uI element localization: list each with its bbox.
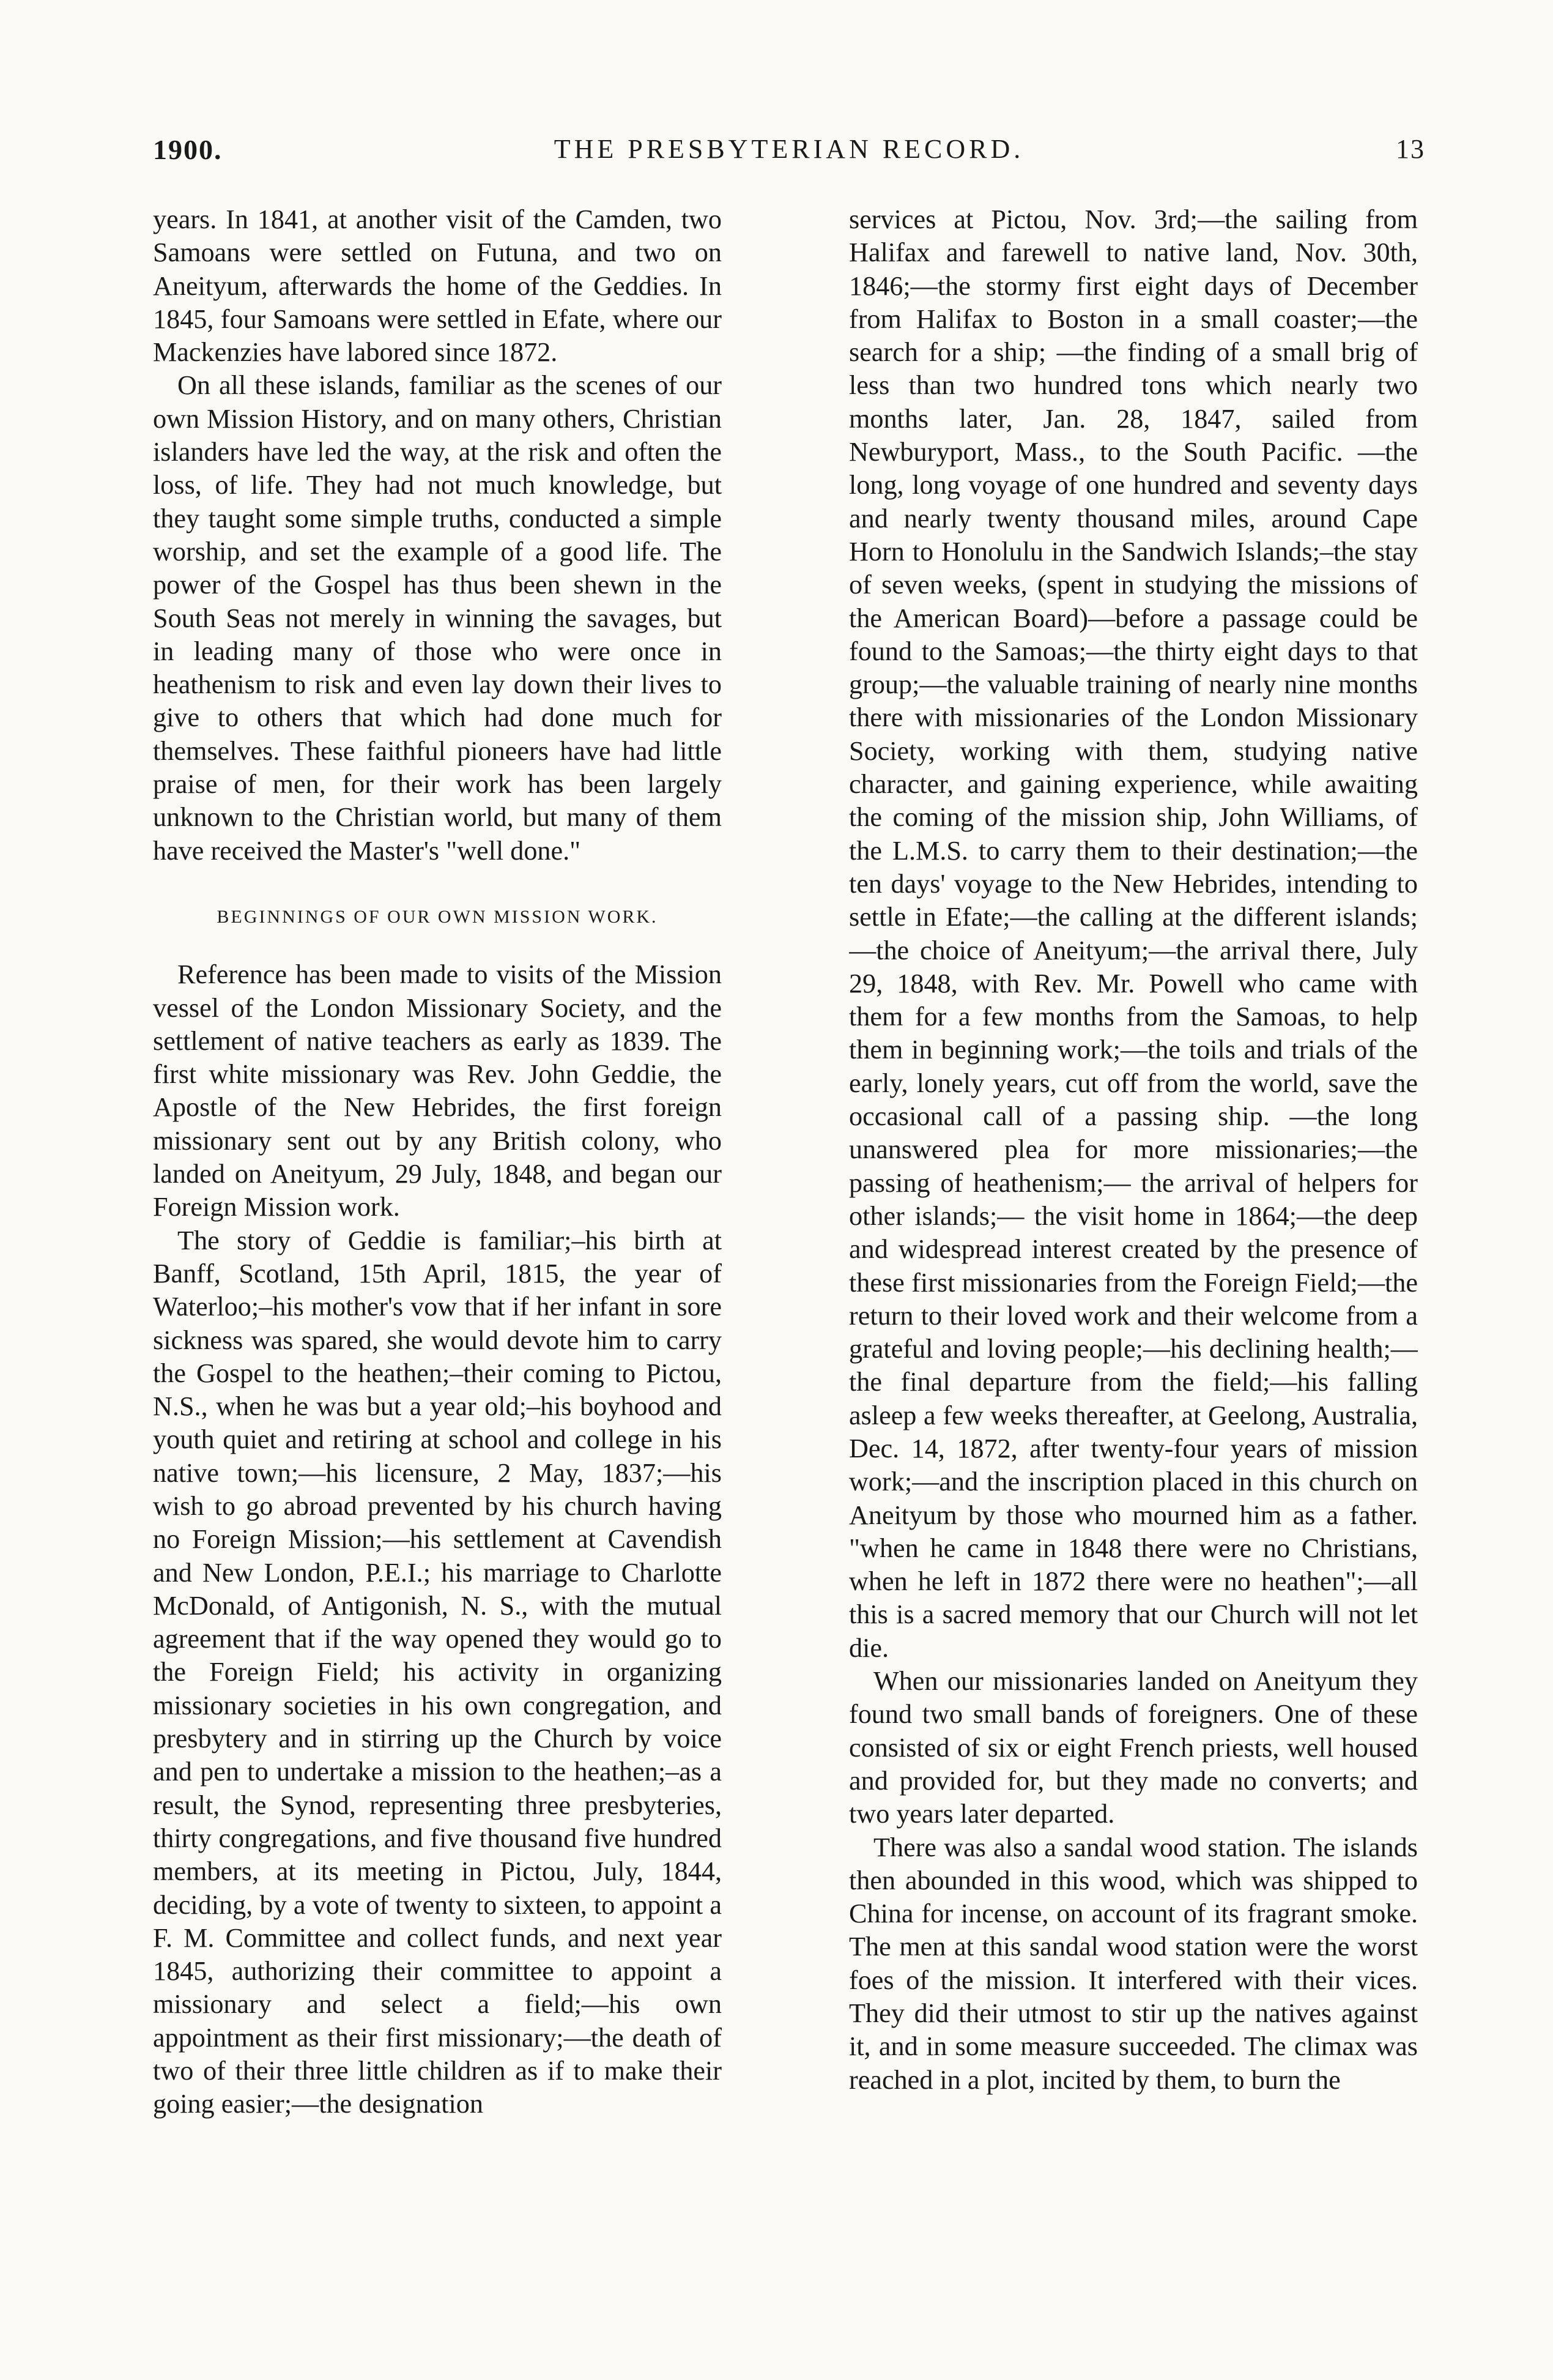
page-number: 13: [1396, 134, 1425, 164]
running-header: [153, 133, 1425, 176]
left-column: [153, 203, 722, 2363]
header-year: 1900.: [153, 134, 223, 165]
right-paragraph-2: When our missionaries landed on Aneityum they found two small bands of foreigners. One of these consisted of six or eight French priests, well housed and provided for, but they made no converts; and two years later departed.: [849, 1666, 1418, 1829]
left-paragraph-3: Reference has been made to visits of the Mission vessel of the London Missionary Society, and the settlement of native teachers as early as 1839. The first white missionary was Rev. John Geddie, the Apostle of the New Hebrides, the first foreign missionary sent out by any British colony, who landed on Aneityum, 29 July, 1848, and began our Foreign Mission work.: [153, 959, 722, 1222]
left-paragraph-1: years. In 1841, at another visit of the Camden, two Samoans were settled on Futuna, and two on Aneityum, afterwards the home of the Geddies. In 1845, four Samoans were settled in Efate, where our Mackenzies have labored since 1872.: [153, 204, 722, 368]
section-heading: BEGINNINGS OF OUR OWN MISSION WORK.: [217, 906, 658, 927]
right-paragraph-1: services at Pictou, Nov. 3rd;—the sailing from Halifax and farewell to native land, Nov. 30th, 1846;—the stormy first eight days of December from Halifax to Boston in a small coaster;—the search for a ship; —the finding of a small brig of less than two hundred tons which nearly two months later, Jan. 28, 1847, sailed from Newburyport, Mass., to the South Pacific. —the long, long voyage of one hundred and seventy days and nearly twenty thousand miles, around Cape Horn to Honolulu in the Sandwich Islands;–the stay of seven weeks, (spent in studying the missions of the American Board)—before a passage could be found to the Samoas;—the thirty eight days to that group;—the valuable training of nearly nine months there with missionaries of the London Missionary Society, working with them, studying native character, and gaining experience, while awaiting the coming of the mission ship, John Williams, of the L.M.S. to carry them to their destination;—the ten days' voyage to the New Hebrides, intending to settle in Efate;—the calling at the different islands; —the choice of Aneityum;—the arrival there, July 29, 1848, with Rev. Mr. Powell who came with them for a few months from the Samoas, to help them in beginning work;—the toils and trials of the early, lonely years, cut off from the world, save the occasional call of a passing ship. —the long unanswered plea for more missionaries;—the passing of heathenism;— the arrival of helpers for other islands;— the visit home in 1864;—the deep and widespread interest created by the presence of these first missionaries from the Foreign Field;—the return to their loved work and their welcome from a grateful and loving people;—his declining health;—the final departure from the field;—his falling asleep a few weeks thereafter, at Geelong, Australia, Dec. 14, 1872, after twenty-four years of mission work;—and the inscription placed in this church on Aneityum by those who mourned him as a father. "when he came in 1848 there were no Christians, when he left in 1872 there were no heathen";—all this is a sacred memory that our Church will not let die.: [849, 204, 1418, 1663]
header-title: THE PRESBYTERIAN RECORD.: [554, 134, 1025, 164]
right-paragraph-3: There was also a sandal wood station. The islands then abounded in this wood, which was shipped to China for incense, on account of its fragrant smoke. The men at this sandal wood station were the worst foes of the mission. It interfered with their vices. They did their utmost to stir up the natives against it, and in some measure succeeded. The climax was reached in a plot, incited by them, to burn the: [849, 1832, 1418, 2095]
left-paragraph-4: The story of Geddie is familiar;–his birth at Banff, Scotland, 15th April, 1815, the year of Waterloo;–his mother's vow that if her infant in sore sickness was spared, she would devote him to carry the Gospel to the heathen;–their coming to Pictou, N.S., when he was but a year old;–his boyhood and youth quiet and retiring at school and college in his native town;—his licensure, 2 May, 1837;—his wish to go abroad prevented by his church having no Foreign Mission;—his settlement at Cavendish and New London, P.E.I.; his marriage to Charlotte McDonald, of Antigonish, N. S., with the mutual agreement that if the way opened they would go to the Foreign Field; his activity in organizing missionary societies in his own congregation, and presbytery and in stirring up the Church by voice and pen to undertake a mission to the heathen;–as a result, the Synod, representing three presbyteries, thirty congregations, and five thousand five hundred members, at its meeting in Pictou, July, 1844, deciding, by a vote of twenty to sixteen, to appoint a F. M. Committee and collect funds, and next year 1845, authorizing their committee to appoint a missionary and select a field;—his own appointment as their first missionary;—the death of two of their three little children as if to make their going easier;—the designation: [153, 1225, 722, 2119]
left-paragraph-2: On all these islands, familiar as the scenes of our own Mission History, and on many others, Christian islanders have led the way, at the risk and often the loss, of life. They had not much knowledge, but they taught some simple truths, conducted a simple worship, and set the example of a good life. The power of the Gospel has thus been shewn in the South Seas not merely in winning the savages, but in leading many of those who were once in heathenism to risk and even lay down their lives to give to others that which had done much for themselves. These faithful pioneers have had little praise of men, for their work has been largely unknown to the Christian world, but many of them have received the Master's "well done.": [153, 370, 722, 866]
right-column: [849, 203, 1418, 2363]
